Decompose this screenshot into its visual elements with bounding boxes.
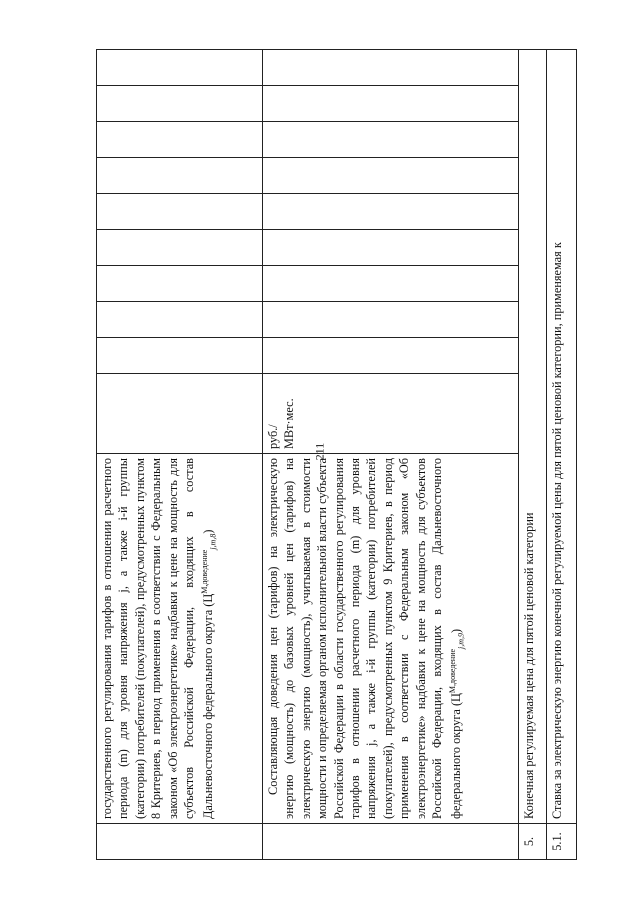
value-cell [97,302,263,338]
formula-close: ) [449,628,464,633]
tariff-table-rotated [96,50,576,860]
row-unit-cell: руб./МВт·мес. [263,374,519,454]
tariff-text: Составляющая доведения цен (тарифов) на электрическую энергию (мощность) до базовых уровней цен (тарифов) на электрическую энергию (мощность), учитываемая в стоимости мощности и определяемая органом исполнительной власти субъекта Российской Федерации в области государственного регулирования тарифов в отношении расчетного периода (m) для уровня напряжения j, а также i-й группы (категории) потребителей (покупателей), предусмотренных пунктом 9 Критериев, в период применения в соответствии с Федеральным законом «Об электроэнергетике» надбавки к цене на мощность для субъектов Российской Федерации, входящих в состав Дальневосточного федерального округа (Ц [266,458,464,819]
tariff-table [96,49,577,860]
value-cell [263,338,519,374]
formula-subscript: j,m,8 [208,533,218,550]
formula-subscript: j,m,9 [457,632,467,649]
formula-superscript: М,доведение [200,549,210,594]
row-num-cell: 5. [519,824,547,860]
value-cell [263,302,519,338]
formula-superscript: М,доведение [448,648,458,694]
value-cell [97,122,263,158]
formula-close: ) [201,529,216,534]
continuation-text: государственного регулирования тарифов в отношении расчетного периода (m) для уровня напряжения j, а также i-й группы (категории) потребителей (покупателей), предусмотренных пунктом 8 Критериев, в период применения в соответствии с Федеральным законом «Об электроэнергетике» надбавки к цене на мощность для субъектов Российской Федерации, входящих в состав Дальневосточного федерального округа (Ц [100,458,216,819]
row-description-cell [263,454,519,824]
value-cell [97,50,263,86]
value-cell [97,158,263,194]
value-cell [97,230,263,266]
table-row-tariff [263,50,519,860]
table-row-5 [519,50,547,860]
value-cell [263,266,519,302]
table-row-5-1 [547,50,577,860]
value-cell [97,338,263,374]
value-cell [263,122,519,158]
page-number-text: 211 [312,442,327,461]
row-num-cell [263,824,519,860]
value-cell [263,230,519,266]
row-5-1-title-cell: Ставка за электрическую энергию конечной регулируемой цены для пятой ценовой категории, применяемая к [547,50,577,824]
row-unit-cell [97,374,263,454]
row-num-cell: 5.1. [547,824,577,860]
value-cell [263,194,519,230]
table-row-continuation [97,50,263,860]
value-cell [97,266,263,302]
value-cell [263,50,519,86]
value-cell [263,86,519,122]
value-cell [263,158,519,194]
row-5-title-cell: Конечная регулируемая цена для пятой ценовой категории [519,50,547,824]
value-cell [97,194,263,230]
row-description-cell [97,454,263,824]
row-num-cell [97,824,263,860]
value-cell [97,86,263,122]
